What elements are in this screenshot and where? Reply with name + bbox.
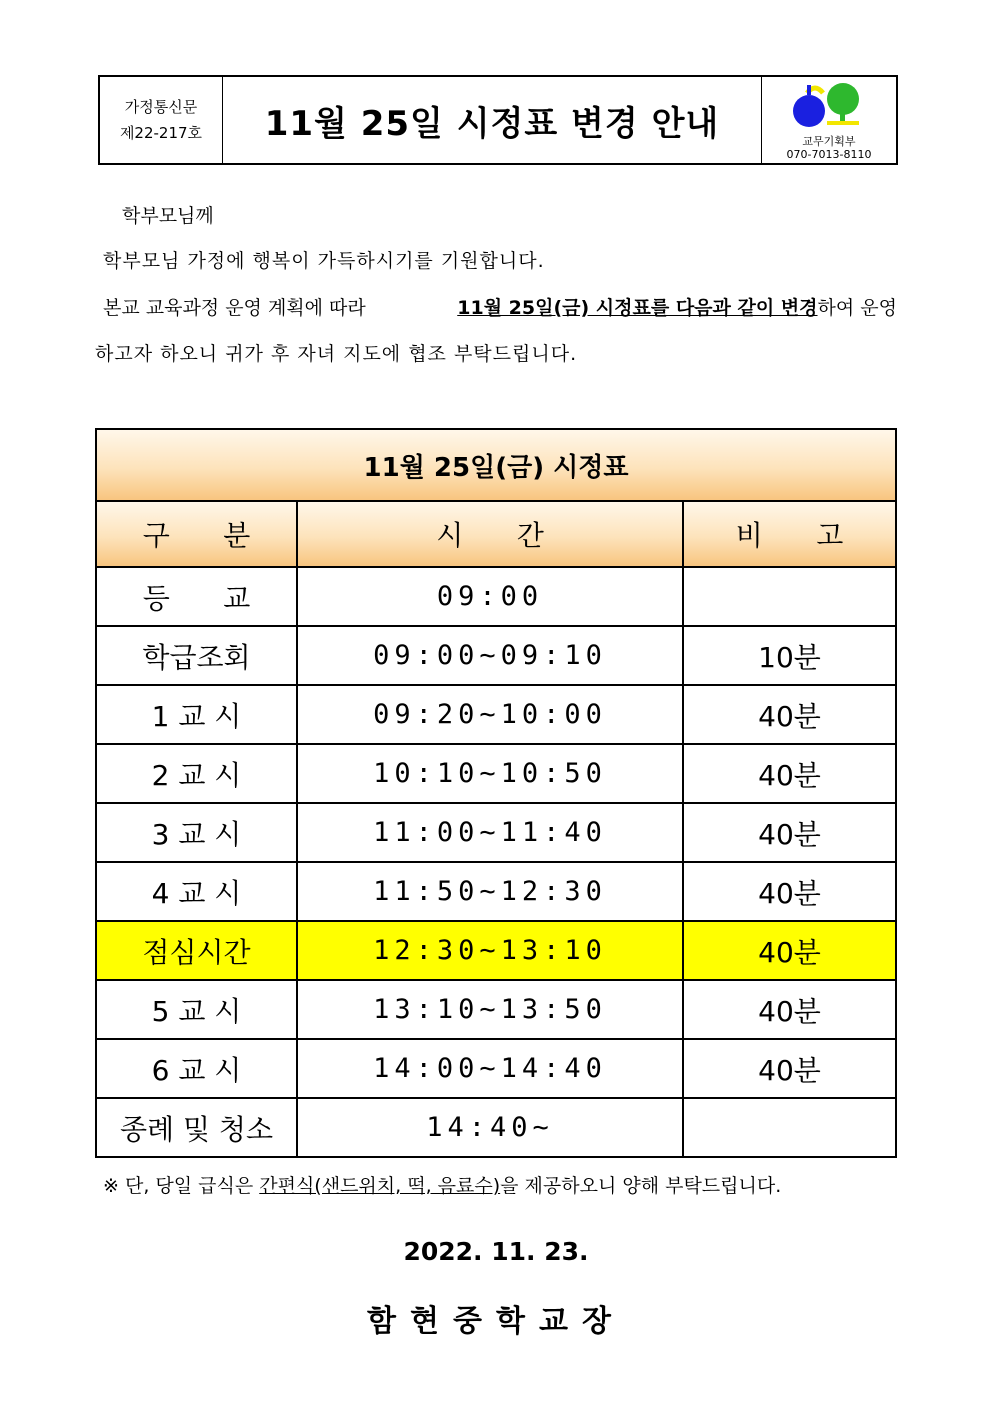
- table-row: [96, 626, 896, 685]
- row-remark: 40분: [683, 862, 896, 921]
- table-row: [96, 1039, 896, 1098]
- row-label: 2 교 시: [96, 744, 297, 803]
- row-time: 09:00~09:10: [297, 626, 683, 685]
- signature: 함현중학교장: [367, 1304, 625, 1339]
- letter-line-1: 학부모님 가정에 행복이 가득하시기를 기원합니다.: [103, 250, 545, 272]
- issue-date: 2022. 11. 23.: [403, 1237, 589, 1266]
- footnote-pre: ※ 단, 당일 급식은: [103, 1175, 260, 1197]
- row-remark: 40분: [683, 685, 896, 744]
- row-label: 종례 및 청소: [96, 1098, 297, 1157]
- row-label: 3 교 시: [96, 803, 297, 862]
- doc-type: 가정통신문: [124, 98, 198, 116]
- row-remark: [683, 1098, 896, 1157]
- letter-line-2: [103, 293, 897, 320]
- table-row: [96, 862, 896, 921]
- row-label: 6 교 시: [96, 1039, 297, 1098]
- row-time: 10:10~10:50: [297, 744, 683, 803]
- row-label: 4 교 시: [96, 862, 297, 921]
- row-remark: 40분: [683, 803, 896, 862]
- row-time: 14:00~14:40: [297, 1039, 683, 1098]
- row-time: 14:40~: [297, 1098, 683, 1157]
- row-remark: 40분: [683, 744, 896, 803]
- table-row: [96, 685, 896, 744]
- row-time: 09:00: [297, 567, 683, 626]
- footnote-underlined: 간편식(샌드위치, 떡, 음료수): [259, 1175, 501, 1197]
- dept-info: [761, 77, 896, 163]
- dept-name: 교무기획부: [802, 135, 856, 148]
- school-logo-icon: [793, 81, 865, 133]
- column-header-time: 시 간: [297, 501, 683, 567]
- page-title: 11월 25일 시정표 변경 안내: [264, 103, 720, 144]
- table-row: [96, 1098, 896, 1157]
- row-label: 5 교 시: [96, 980, 297, 1039]
- row-remark: 40분: [683, 980, 896, 1039]
- row-time: 11:50~12:30: [297, 862, 683, 921]
- doc-info: [100, 77, 223, 163]
- column-header-remark: 비 고: [683, 501, 896, 567]
- letter-line-3: 하고자 하오니 귀가 후 자녀 지도에 협조 부탁드립니다.: [95, 343, 578, 365]
- doc-number: 제22-217호: [119, 124, 203, 142]
- schedule-title: 11월 25일(금) 시정표: [96, 429, 896, 501]
- row-remark: 10분: [683, 626, 896, 685]
- header-box: [98, 75, 898, 165]
- letter-line-2-post: 하여 운영: [817, 297, 897, 319]
- row-time: 09:20~10:00: [297, 685, 683, 744]
- table-row-highlighted: [96, 921, 896, 980]
- row-label: 1 교 시: [96, 685, 297, 744]
- footnote: [103, 1171, 781, 1198]
- row-remark: 40분: [683, 921, 896, 980]
- row-label: 점심시간: [96, 921, 297, 980]
- table-row: [96, 803, 896, 862]
- row-remark: 40분: [683, 1039, 896, 1098]
- row-time: 12:30~13:10: [297, 921, 683, 980]
- schedule-header-row: [96, 501, 896, 567]
- greeting: 학부모님께: [122, 205, 214, 227]
- letter-line-2-pre: 본교 교육과정 운영 계획에 따라: [103, 297, 366, 319]
- table-row: [96, 744, 896, 803]
- dept-phone: 070-7013-8110: [786, 148, 872, 161]
- row-label: 학급조회: [96, 626, 297, 685]
- row-time: 13:10~13:50: [297, 980, 683, 1039]
- row-remark: [683, 567, 896, 626]
- footnote-post: 을 제공하오니 양해 부탁드립니다.: [500, 1175, 782, 1197]
- row-time: 11:00~11:40: [297, 803, 683, 862]
- letter-line-2-emphasis: 11월 25일(금) 시정표를 다음과 같이 변경: [457, 297, 818, 319]
- table-row: [96, 567, 896, 626]
- schedule-table: [95, 428, 897, 1158]
- row-label: 등 교: [96, 567, 297, 626]
- schedule-title-row: [96, 429, 896, 501]
- column-header-category: 구 분: [96, 501, 297, 567]
- table-row: [96, 980, 896, 1039]
